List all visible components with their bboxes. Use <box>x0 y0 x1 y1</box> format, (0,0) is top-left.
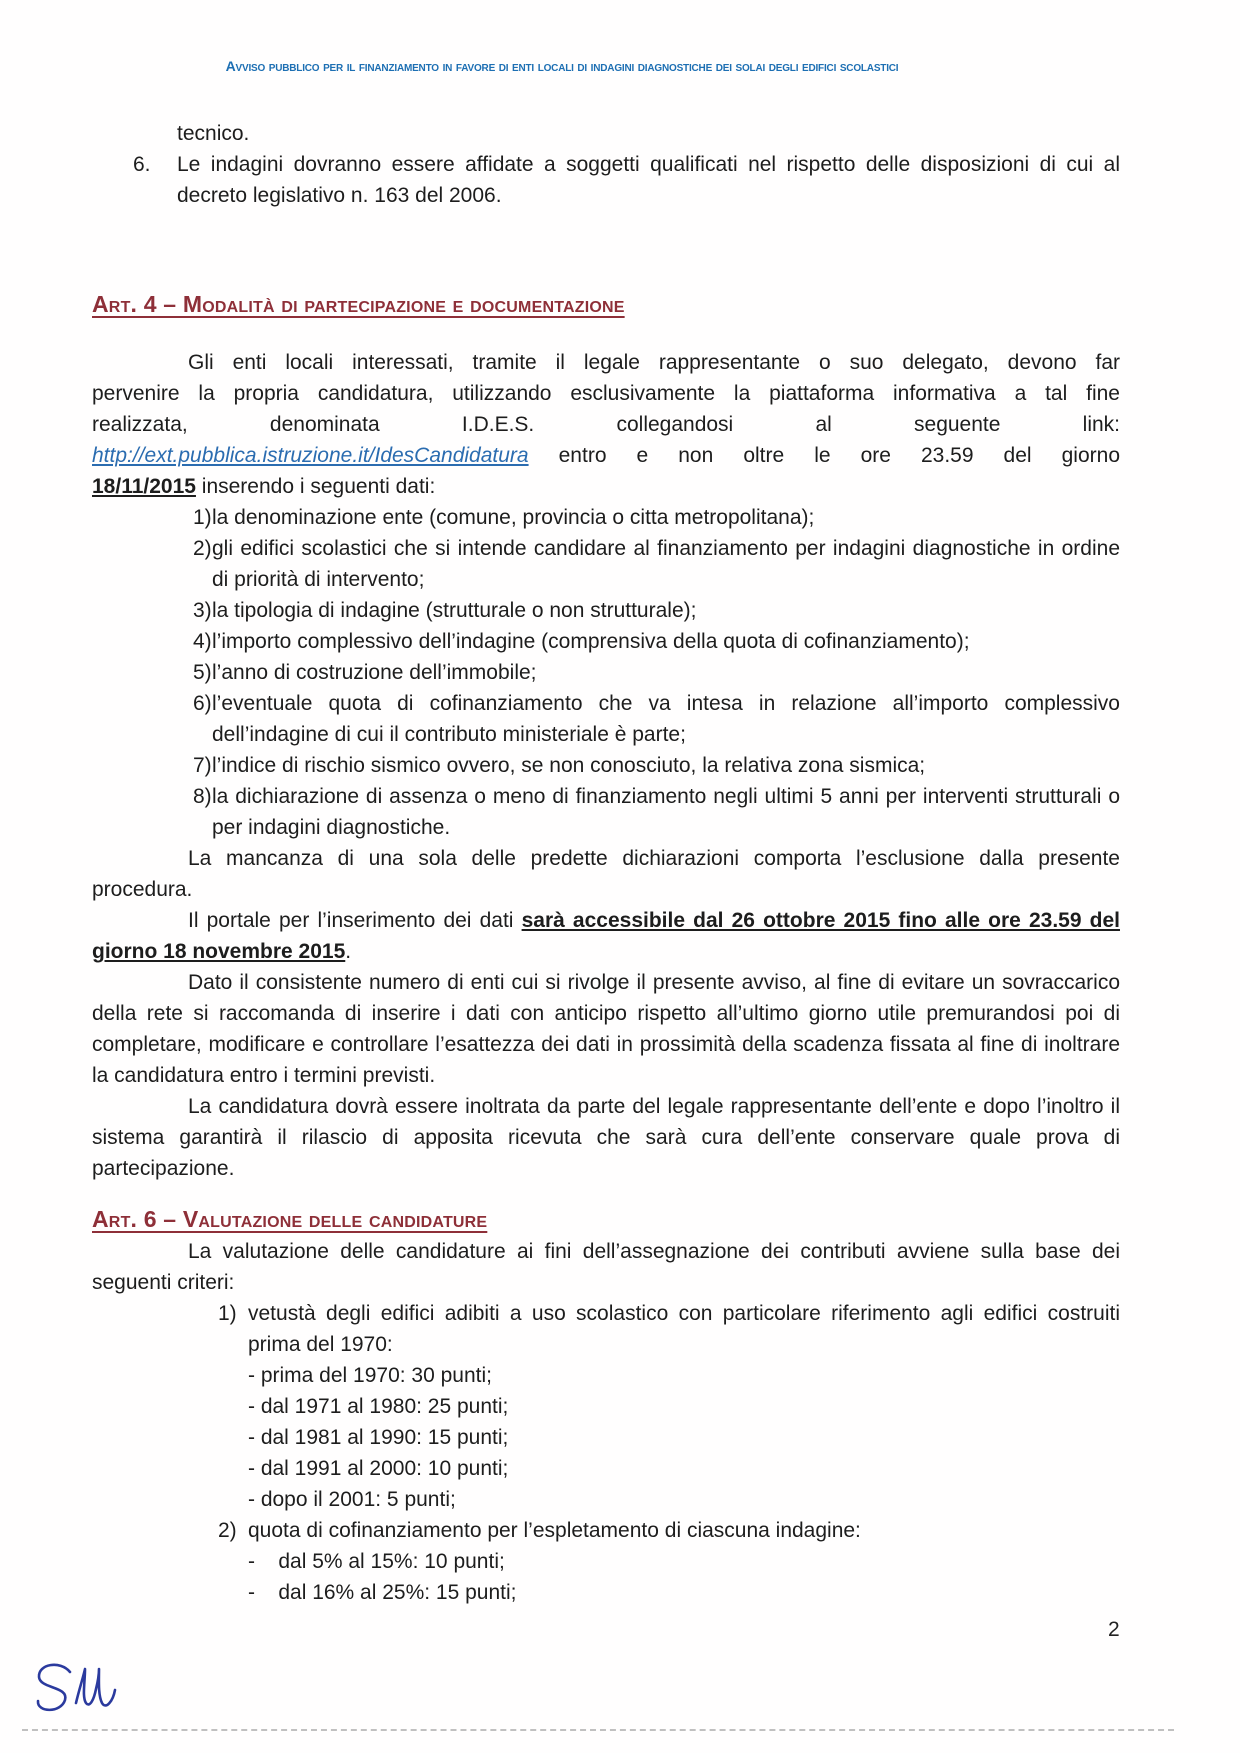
criterion-subitem: - dopo il 2001: 5 punti; <box>248 1488 456 1511</box>
list-item <box>92 533 1120 595</box>
list-item-number: 3) <box>193 599 212 622</box>
list-item-text: l’importo complessivo dell’indagine (comprensiva della quota di cofinanziamento); <box>212 630 970 653</box>
list-item <box>92 781 1120 843</box>
link-url: http://ext.pubblica.istruzione.it/IdesCandidatura <box>92 444 529 467</box>
paragraph-mancanza: La mancanza di una sola delle predette dichiarazioni comporta l’esclusione dalla presente procedura. <box>92 847 1120 901</box>
list-item-number: 1) <box>193 506 212 529</box>
text-span: Il portale per l’inserimento dei dati <box>188 909 522 932</box>
text-span: Gli enti locali interessati, tramite il legale rappresentante o suo delegato, devono far <box>188 351 1120 374</box>
art4-data-list <box>92 502 1120 843</box>
art6-heading: Art. 6 – Valutazione delle candidature <box>92 1206 488 1232</box>
paragraph-candidatura: La candidatura dovrà essere inoltrata da parte del legale rappresentante dell’ente e dopo l’inoltro il sistema garantirà il rilascio di apposita ricevuta che sarà cura dell’ente conservare quale prova di partecipazione. <box>92 1095 1120 1180</box>
list-item <box>92 149 1120 211</box>
art6-intro: La valutazione delle candidature ai fini dell’assegnazione dei contributi avviene sulla base dei seguenti criteri: <box>92 1240 1120 1294</box>
list-item-text: l’indice di rischio sismico ovvero, se non conosciuto, la relativa zona sismica; <box>212 754 926 777</box>
list-item-number: 8) <box>193 785 212 808</box>
list-item-text: l’eventuale quota di cofinanziamento che va intesa in relazione all’importo complessivo dell’indagine di cui il contributo ministeriale è parte; <box>212 692 1120 746</box>
text-span: inserendo i seguenti dati: <box>195 475 436 498</box>
list-item-number: 5) <box>193 661 212 684</box>
paragraph-line <box>92 440 1120 471</box>
art4-paragraph <box>92 347 1120 502</box>
list-item-number: 6. <box>133 153 151 176</box>
list-item-text: la tipologia di indagine (strutturale o non strutturale); <box>212 599 697 622</box>
document-header-title: Avviso pubblico per il finanziamento in favore di enti locali di indagini diagnostiche dei solai degli edifici scolastici <box>225 58 899 74</box>
text-span: entro e non oltre le ore 23.59 del giorno <box>528 444 1120 467</box>
art6-criteria-list <box>92 1298 1120 1608</box>
list-item <box>92 688 1120 750</box>
criterion-subitem: - dal 16% al 25%: 15 punti; <box>248 1581 517 1604</box>
criterion-subitem: - dal 5% al 15%: 10 punti; <box>248 1550 505 1573</box>
criterion-text: quota di cofinanziamento per l’espletamento di ciascuna indagine: <box>248 1519 861 1542</box>
list-item-text: l’anno di costruzione dell’immobile; <box>212 661 537 684</box>
page-number: 2 <box>1108 1618 1120 1641</box>
signature-initials <box>24 1656 144 1733</box>
criterion-subitem: - prima del 1970: 30 punti; <box>248 1364 492 1387</box>
list-item-text: Le indagini dovranno essere affidate a soggetti qualificati nel rispetto delle disposizioni di cui al decreto legislativo n. 163 del 2006. <box>177 153 1120 207</box>
list-item <box>92 595 1120 626</box>
list-item-text: gli edifici scolastici che si intende candidare al finanziamento per indagini diagnostiche in ordine di priorità di intervento; <box>212 537 1120 591</box>
signature-stroke <box>24 1656 144 1728</box>
criterion-item <box>92 1298 1120 1360</box>
criterion-number: 1) <box>218 1302 237 1325</box>
list-item-number: 6) <box>193 692 212 715</box>
list-item <box>92 502 1120 533</box>
list-item <box>92 750 1120 781</box>
paragraph-dato: Dato il consistente numero di enti cui si rivolge il presente avviso, al fine di evitare un sovraccarico della rete si raccomanda di inserire i dati con anticipo rispetto all’ultimo giorno utile premurandosi poi di completare, modificare e controllare l’esattezza dei dati in prossimità della scadenza fissata al fine di inoltrare la candidatura entro i termini previsti. <box>92 971 1120 1087</box>
criterion-number: 2) <box>218 1519 237 1542</box>
criterion-item <box>92 1515 1120 1546</box>
criterion-subitem: - dal 1981 al 1990: 15 punti; <box>248 1426 509 1449</box>
paragraph-line <box>92 347 1120 378</box>
paragraph-line <box>92 378 1120 409</box>
list-item-text: la denominazione ente (comune, provincia o citta metropolitana); <box>212 506 815 529</box>
paragraph-portale <box>92 905 1120 967</box>
text-span: realizzata, denominata I.D.E.S. collegandosi al seguente link: <box>92 413 1120 436</box>
paragraph-line <box>92 409 1120 440</box>
portal-dates-bold: sarà accessibile dal 26 ottobre 2015 fino alle ore 23.59 del giorno 18 novembre 2015 <box>92 909 1120 963</box>
list-item <box>92 657 1120 688</box>
criterion-subitem: - dal 1971 al 1980: 25 punti; <box>248 1395 509 1418</box>
list-item-number: 7) <box>193 754 212 777</box>
list-item-text: la dichiarazione di assenza o meno di finanziamento negli ultimi 5 anni per interventi strutturali o per indagini diagnostiche. <box>212 785 1120 839</box>
criterion-subitem: - dal 1991 al 2000: 10 punti; <box>248 1457 509 1480</box>
list-item-number: 2) <box>193 537 212 560</box>
scan-artifact-line <box>22 1729 1174 1731</box>
paragraph-continuation: tecnico. <box>177 122 250 145</box>
paragraph-line <box>92 471 1120 502</box>
deadline-date: 18/11/2015 <box>92 475 196 498</box>
text-span: . <box>345 940 352 963</box>
text-span: pervenire la propria candidatura, utilizzando esclusivamente la piattaforma informativa a tal fine <box>92 382 1120 405</box>
criterion-text: vetustà degli edifici adibiti a uso scolastico con particolare riferimento agli edifici costruiti prima del 1970: <box>248 1302 1120 1356</box>
list-item-number: 4) <box>193 630 212 653</box>
list-item <box>92 626 1120 657</box>
art4-heading: Art. 4 – Modalità di partecipazione e documentazione <box>92 291 625 317</box>
